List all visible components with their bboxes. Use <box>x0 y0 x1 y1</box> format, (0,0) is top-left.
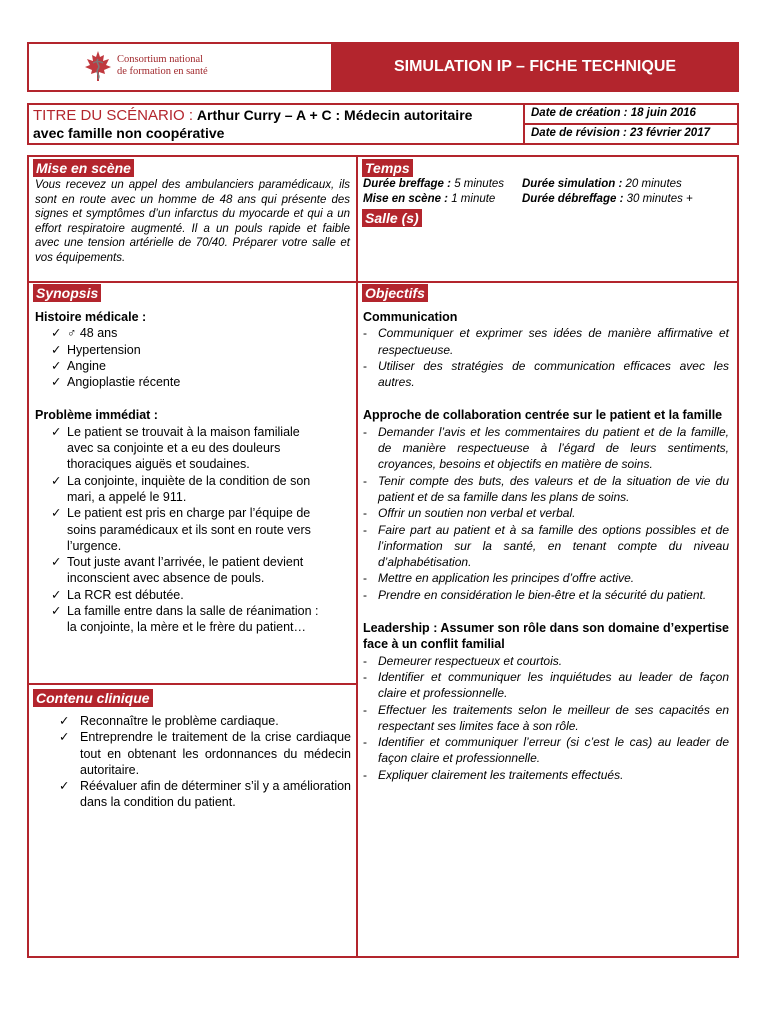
objectif-section-title: Communication <box>363 310 458 324</box>
histoire-item-text: ♂ 48 ans <box>67 326 118 341</box>
histoire-item-text: Hypertension <box>67 342 141 357</box>
check-icon: ✓ <box>51 424 62 439</box>
list-item <box>35 713 351 729</box>
temps-row-2b <box>522 192 693 207</box>
scenario-title-line2: avec famille non coopérative <box>33 125 225 141</box>
list-item: - Offrir un soutien non verbal et verbal. <box>363 505 729 521</box>
list-item: - Prendre en considération le bien-être et la sécurité du patient. <box>363 587 729 603</box>
objectif-section-title: Approche de collaboration centrée sur le patient et la famille <box>363 408 723 423</box>
histoire-item-text: Angine <box>67 358 106 373</box>
maple-leaf-logo-icon <box>83 49 113 83</box>
simulation-value: 20 minutes <box>625 178 682 190</box>
scenario-title-line1: Arthur Curry – A + C : Médecin autoritaire <box>196 107 473 123</box>
temps-heading: Temps <box>362 159 413 177</box>
list-item <box>35 342 351 358</box>
probleme-item-line: inconscient avec absence de pouls. <box>67 571 265 586</box>
scenario-title <box>33 107 523 124</box>
probleme-list <box>35 424 351 636</box>
list-item: - Effectuer les traitements selon le meilleur de ses capacités en respectant ses limites face à son rôle. <box>363 702 729 735</box>
org-name-line1: Consortium national <box>117 54 204 65</box>
list-item: - Identifier et communiquer l’erreur (si c’est le cas) au leader de façon claire et professionnelle. <box>363 734 729 767</box>
list-item: - Expliquer clairement les traitements effectués. <box>363 767 729 783</box>
list-item <box>35 374 351 390</box>
list-item <box>35 554 351 587</box>
probleme-item-line: La RCR est débutée. <box>67 587 184 602</box>
scenario-title-label: TITRE DU SCÉNARIO : <box>33 107 194 124</box>
histoire-title: Histoire médicale : <box>35 310 147 324</box>
check-icon: ✓ <box>51 604 62 619</box>
list-item <box>35 325 351 341</box>
mise-en-scene-heading: Mise en scène <box>33 159 134 177</box>
probleme-item-line: Tout juste avant l’arrivée, le patient devient <box>67 555 304 570</box>
objectifs-heading: Objectifs <box>362 284 428 302</box>
debreffage-label: Durée débreffage : <box>522 193 624 205</box>
contenu-heading: Contenu clinique <box>33 689 153 707</box>
objectif-list <box>363 653 729 783</box>
list-item: - Identifier et communiquer les inquiétudes au leader de façon claire et professionnelle. <box>363 669 729 702</box>
probleme-item-line: la conjointe, la mère et le frère du patient… <box>67 620 307 635</box>
check-icon: ✓ <box>59 714 70 728</box>
probleme-item-line: Le patient est pris en charge par l’équipe de <box>67 506 311 521</box>
list-item <box>35 729 351 778</box>
contenu-item-text: Entreprendre le traitement de la crise cardiaque tout en obtenant les ordonnances du médecin autoritaire. <box>80 730 351 777</box>
list-item <box>35 587 351 603</box>
probleme-item-line: mari, a appelé le 911. <box>67 489 187 504</box>
divider <box>523 123 739 125</box>
contenu-list <box>35 713 351 811</box>
check-icon: ✓ <box>51 473 62 488</box>
check-icon: ✓ <box>51 587 62 602</box>
objectif-section-title: Leadership : Assumer son rôle dans son domaine d’expertise face à un conflit familial <box>363 621 729 652</box>
row-divider <box>27 683 358 685</box>
list-item: - Demeurer respectueux et courtois. <box>363 653 729 669</box>
list-item <box>35 505 351 554</box>
temps-row-1b <box>522 177 682 192</box>
check-icon: ✓ <box>51 342 62 357</box>
list-item <box>35 424 351 473</box>
mise-label: Mise en scène : <box>363 193 449 205</box>
objectif-section <box>363 407 729 603</box>
objectifs-body <box>363 309 729 783</box>
probleme-item-line: soins paramédicaux et ils sont en route vers <box>67 522 311 537</box>
check-icon: ✓ <box>51 555 62 570</box>
check-icon: ✓ <box>59 730 70 745</box>
list-item: - Demander l’avis et les commentaires du patient et de la famille, de manière respectueuse à l’égard de leurs sentiments, croyances, besoins et objectifs en matière de soins. <box>363 424 729 473</box>
probleme-item-line: La famille entre dans la salle de réanimation : <box>67 604 319 619</box>
objectif-section <box>363 309 729 390</box>
breffage-value: 5 minutes <box>454 178 505 190</box>
column-divider <box>356 155 358 958</box>
list-item <box>35 778 351 811</box>
list-item <box>35 358 351 374</box>
probleme-item-line: l’urgence. <box>67 538 122 553</box>
list-item: - Faire part au patient et à sa famille des options possibles et de l’information sur la santé, en tenant compte du niveau d’alphabétisation. <box>363 522 729 571</box>
list-item <box>35 473 351 506</box>
creation-date: Date de création : 18 juin 2016 <box>531 107 696 119</box>
check-icon: ✓ <box>59 779 70 794</box>
list-item: - Utiliser des stratégies de communication efficaces avec les autres. <box>363 358 729 391</box>
debreffage-value: 30 minutes + <box>626 193 693 205</box>
check-icon: ✓ <box>51 375 62 390</box>
breffage-label: Durée breffage : <box>363 178 451 190</box>
revision-date: Date de révision : 23 février 2017 <box>531 127 710 139</box>
histoire-item-text: Angioplastie récente <box>67 375 181 390</box>
objectif-list <box>363 424 729 603</box>
synopsis-body <box>35 309 351 636</box>
probleme-item-line: La conjointe, inquiète de la condition de son <box>67 473 311 488</box>
probleme-title: Problème immédiat : <box>35 408 158 423</box>
row-divider <box>27 281 739 283</box>
check-icon: ✓ <box>51 326 62 341</box>
organization-logo <box>83 47 223 85</box>
contenu-item-text: Réévaluer afin de déterminer s’il y a amélioration dans la condition du patient. <box>80 779 351 810</box>
probleme-item-line: thoraciques aiguës et soudaines. <box>67 457 250 472</box>
probleme-item-line: avec sa conjointe et a eu des douleurs <box>67 441 281 456</box>
probleme-item-line: Le patient se trouvait à la maison familiale <box>67 424 300 439</box>
temps-row-2 <box>363 192 495 207</box>
histoire-list <box>35 325 351 390</box>
salle-heading: Salle (s) <box>362 209 422 227</box>
synopsis-heading: Synopsis <box>33 284 101 302</box>
org-name-line2: de formation en santé <box>117 66 208 77</box>
list-item: - Mettre en application les principes d’offre active. <box>363 570 729 586</box>
contenu-item-text: Reconnaître le problème cardiaque. <box>80 714 279 728</box>
objectif-section <box>363 620 729 783</box>
list-item: - Communiquer et exprimer ses idées de manière affirmative et respectueuse. <box>363 325 729 358</box>
temps-row-1 <box>363 177 504 192</box>
objectif-list <box>363 325 729 390</box>
list-item <box>35 603 351 636</box>
mise-en-scene-text: Vous recevez un appel des ambulanciers paramédicaux, ils sont en route avec un homme de 48 ans qui présente des signes et symptômes d’un infarctus du myocarde et qui a un effort respiratoire augmenté. Il a un pouls rapide et faible avec une tension artérielle de 70/40. Préparer votre salle et vos équipements. <box>35 179 350 264</box>
mise-value: 1 minute <box>451 193 496 205</box>
check-icon: ✓ <box>51 358 62 373</box>
page-title: SIMULATION IP – FICHE TECHNIQUE <box>331 42 739 92</box>
simulation-label: Durée simulation : <box>522 178 623 190</box>
check-icon: ✓ <box>51 506 62 521</box>
list-item: - Tenir compte des buts, des valeurs et de la situation de vie du patient et de sa famille dans les plans de soins. <box>363 473 729 506</box>
